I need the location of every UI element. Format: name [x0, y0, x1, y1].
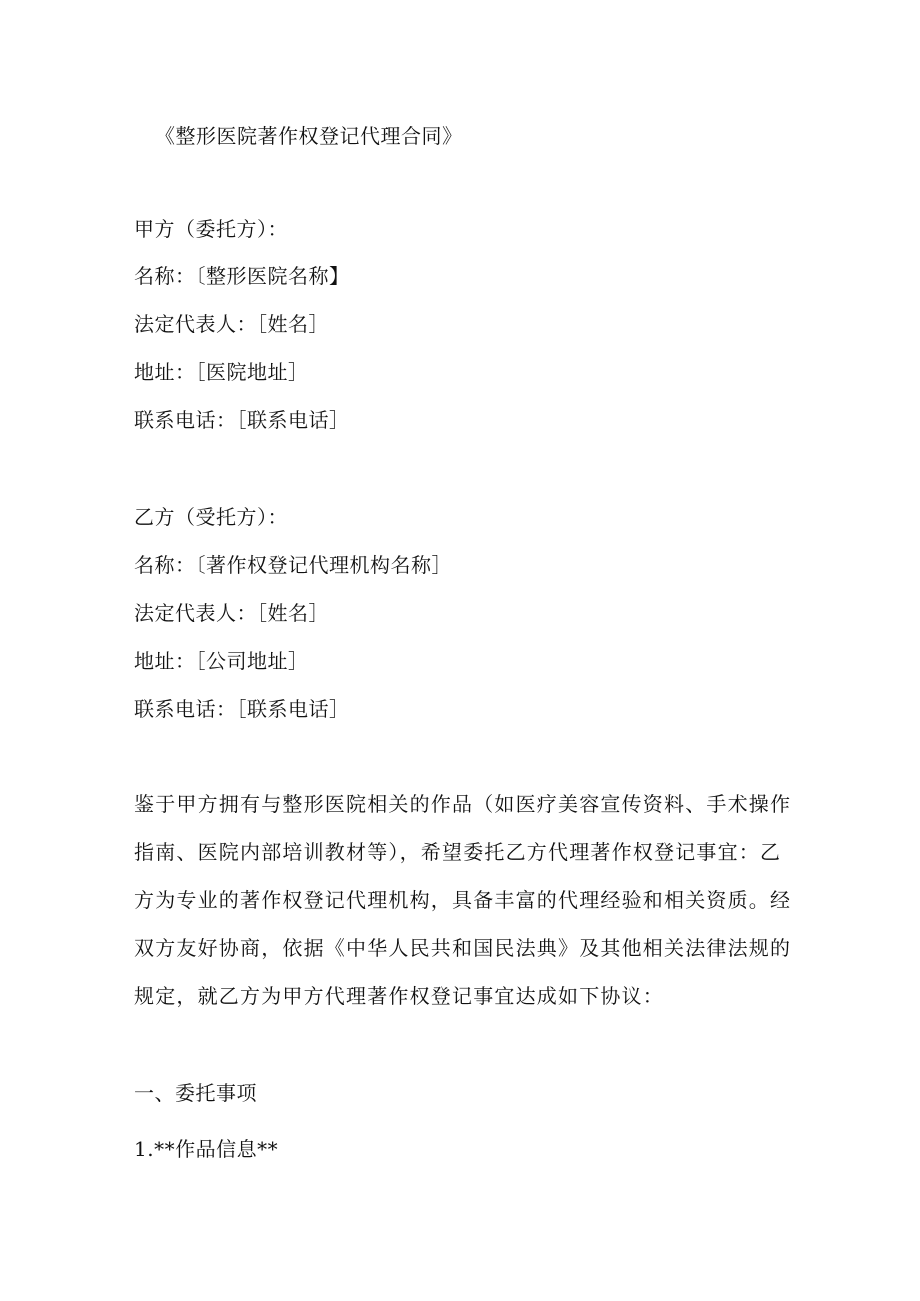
preamble-paragraph [134, 780, 792, 1020]
party-b-representative: 法定代表人：［姓名］ [134, 601, 329, 625]
section-1-heading: 一、委托事项 [134, 1081, 257, 1105]
party-a-representative: 法定代表人：［姓名］ [134, 312, 329, 336]
party-a-heading: 甲方（委托方）： [134, 217, 288, 241]
party-b-address: 地址：［公司地址］ [134, 649, 309, 673]
party-b-name: 名称：〔著作权登记代理机构名称］ [134, 553, 452, 577]
party-a-address: 地址：［医院地址］ [134, 360, 309, 384]
party-a-phone: 联系电话：［联系电话］ [134, 408, 350, 432]
preamble-line: 鉴于甲方拥有与整形医院相关的作品（如医疗美容宣传资料、手术操作 [134, 792, 792, 816]
party-a-name: 名称：〔整形医院名称】 [134, 264, 350, 288]
preamble-line: 规定，就乙方为甲方代理著作权登记事宜达成如下协议： [134, 984, 664, 1008]
contract-title: 《整形医院著作权登记代理合同》 [155, 124, 463, 148]
party-b-phone: 联系电话：［联系电话］ [134, 697, 350, 721]
preamble-line: 指南、医院内部培训教材等），希望委托乙方代理著作权登记事宜：乙 [134, 840, 782, 864]
preamble-line: 方为专业的著作权登记代理机构，具备丰富的代理经验和相关资质。经 [134, 888, 792, 912]
party-b-heading: 乙方（受托方）： [134, 505, 288, 529]
preamble-line: 双方友好协商，依据《中华人民共和国民法典》及其他相关法律法规的 [134, 936, 792, 960]
section-1-item-1: 1.**作品信息** [134, 1137, 279, 1161]
